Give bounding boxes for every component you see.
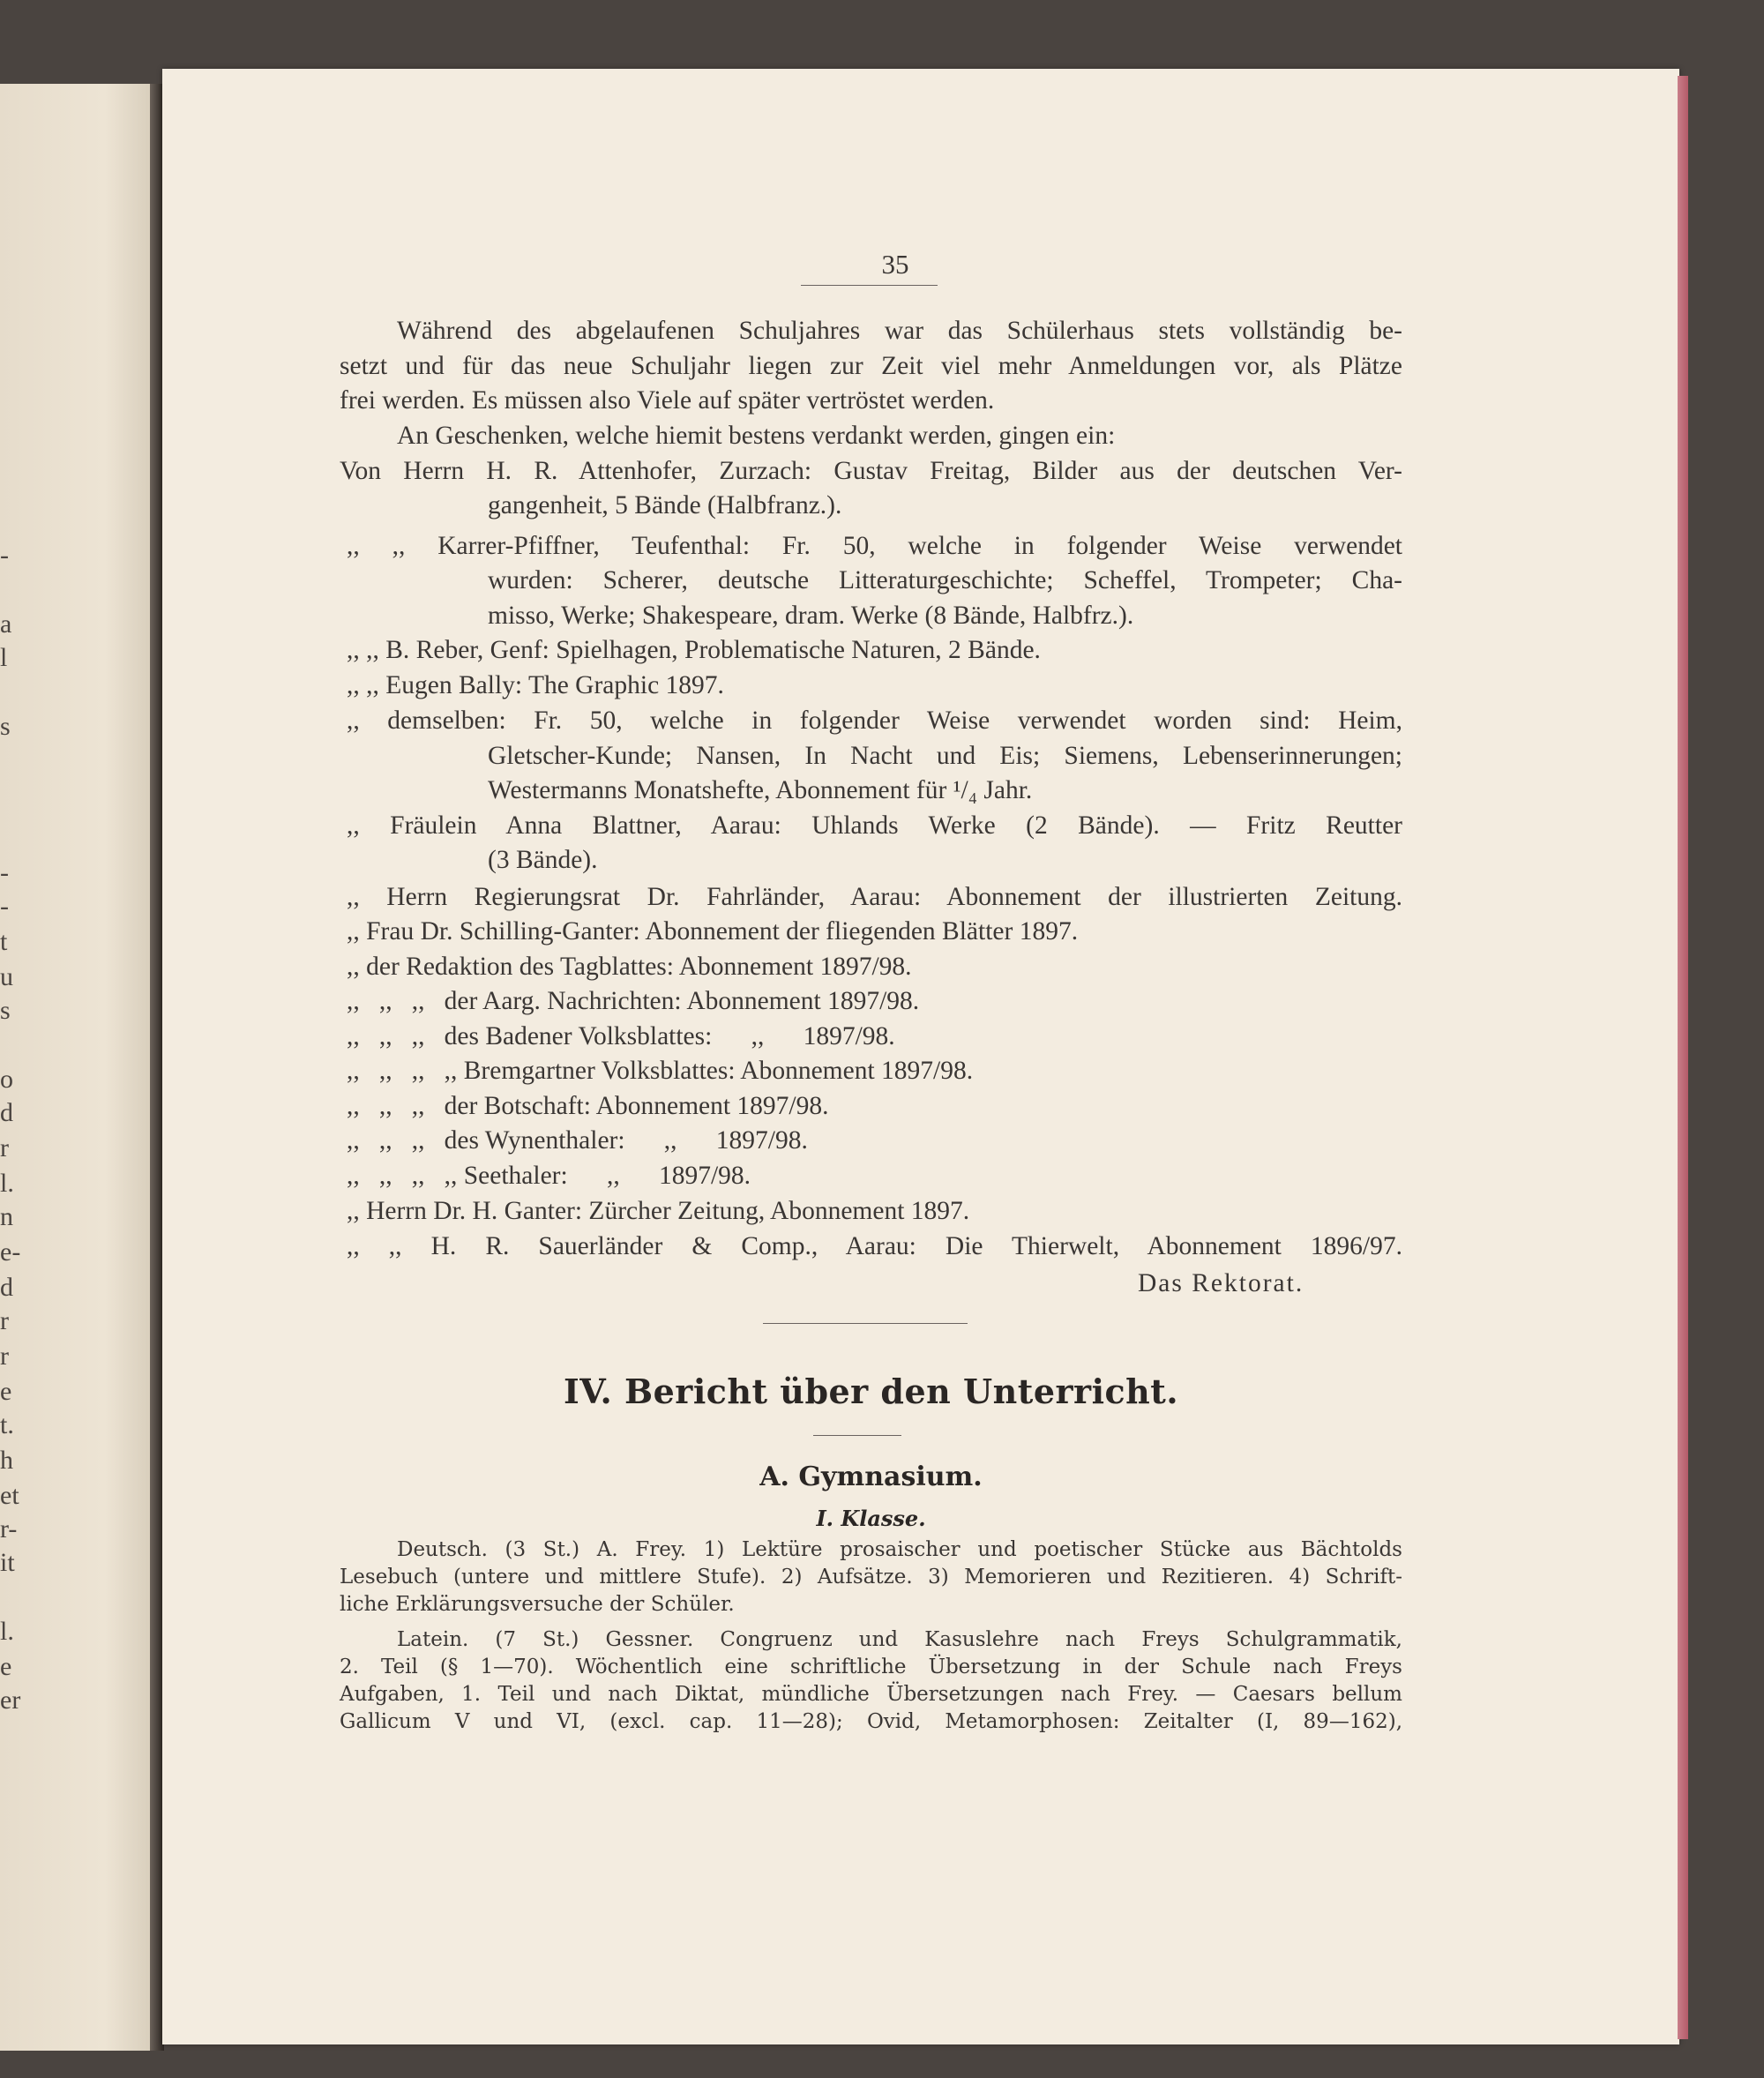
page-number: 35 xyxy=(881,249,909,280)
section-title: IV. Bericht über den Unterricht. xyxy=(563,1372,1179,1411)
margin-fragment: - xyxy=(0,858,9,887)
text-line: misso, Werke; Shakespeare, dram. Werke (8 Bände, Halbfrz.). xyxy=(488,602,1134,630)
text-line: ,, ,, ,, des Badener Volksblattes: ,, 1897/98. xyxy=(347,1022,895,1050)
deutsch-line: Deutsch. (3 St.) A. Frey. 1) Lektüre prosaischer und poetischer Stücke aus Bächtolds xyxy=(397,1538,1402,1561)
text-line: ,, Herrn Regierungsrat Dr. Fahrländer, Aarau: Abonnement der illustrierten Zeitung. xyxy=(347,883,1402,911)
margin-fragment: r- xyxy=(0,1514,18,1544)
text-line: setzt und für das neue Schuljahr liegen zur Zeit viel mehr Anmeldungen vor, als Plätze xyxy=(340,352,1402,380)
text-line: Während des abgelaufenen Schuljahres war das Schülerhaus stets vollständig be- xyxy=(397,317,1402,345)
margin-fragment: t xyxy=(0,927,8,956)
margin-fragment: l. xyxy=(0,1169,14,1198)
margin-fragment: r xyxy=(0,1306,9,1335)
margin-fragment: et xyxy=(0,1481,19,1510)
text-line: ,, ,, ,, ,, Bremgartner Volksblattes: Abonnement 1897/98. xyxy=(347,1057,974,1085)
deutsch-line: Lesebuch (untere und mittlere Stufe). 2) Aufsätze. 3) Memorieren und Rezitieren. 4) Schrift- xyxy=(340,1566,1402,1588)
margin-fragment: a xyxy=(0,609,12,639)
latein-line: Aufgaben, 1. Teil und nach Diktat, mündliche Übersetzungen nach Frey. — Caesars bellum xyxy=(340,1683,1402,1706)
text-line: ,, ,, ,, des Wynenthaler: ,, 1897/98. xyxy=(347,1126,808,1155)
text-line: Westermanns Monatshefte, Abonnement für ¹/₄ Jahr. xyxy=(488,776,1033,804)
text-line: ,, ,, B. Reber, Genf: Spielhagen, Problematische Naturen, 2 Bände. xyxy=(347,636,1041,664)
margin-fragment: s xyxy=(0,996,11,1025)
margin-fragment: d xyxy=(0,1098,13,1127)
margin-fragment: r xyxy=(0,1342,9,1371)
margin-fragment: d xyxy=(0,1273,13,1302)
margin-fragment: - xyxy=(0,892,9,921)
margin-fragment: u xyxy=(0,962,13,991)
margin-fragment: l xyxy=(0,643,8,672)
page-edge xyxy=(1678,76,1688,2039)
text-line: ,, ,, H. R. Sauerländer & Comp., Aarau: Die Thierwelt, Abonnement 1896/97. xyxy=(347,1232,1402,1260)
margin-fragment: n xyxy=(0,1202,13,1231)
section-title-rule xyxy=(813,1435,901,1436)
text-line: frei werden. Es müssen also Viele auf später vertröstet werden. xyxy=(340,386,995,415)
margin-fragment: er xyxy=(0,1686,21,1715)
text-line: ,, Herrn Dr. H. Ganter: Zürcher Zeitung, Abonnement 1897. xyxy=(347,1197,970,1225)
margin-fragment: l. xyxy=(0,1617,14,1646)
margin-fragment: r xyxy=(0,1133,9,1162)
text-line: ,, ,, ,, der Botschaft: Abonnement 1897/98. xyxy=(347,1092,829,1120)
text-line: ,, ,, ,, der Aarg. Nachrichten: Abonnement 1897/98. xyxy=(347,987,920,1015)
margin-fragment: e- xyxy=(0,1237,21,1267)
latein-line: Gallicum V und VI, (excl. cap. 11—28); Ovid, Metamorphosen: Zeitalter (I, 89—162), xyxy=(340,1710,1402,1733)
text-line: ,, Fräulein Anna Blattner, Aarau: Uhlands Werke (2 Bände). — Fritz Reutter xyxy=(347,811,1402,840)
text-line: Von Herrn H. R. Attenhofer, Zurzach: Gustav Freitag, Bilder aus der deutschen Ver- xyxy=(340,457,1402,485)
klasse-title: I. Klasse. xyxy=(816,1506,926,1531)
text-line: ,, ,, Karrer-Pfiffner, Teufenthal: Fr. 50, welche in folgender Weise verwendet xyxy=(347,532,1402,560)
section-divider xyxy=(763,1323,968,1324)
margin-fragment: s xyxy=(0,712,11,741)
subsection-title: A. Gymnasium. xyxy=(759,1461,983,1492)
text-line: ,, Frau Dr. Schilling-Ganter: Abonnement der fliegenden Blätter 1897. xyxy=(347,917,1079,946)
page-number-rule xyxy=(801,285,938,286)
signature: Das Rektorat. xyxy=(1138,1269,1304,1297)
text-line: ,, ,, Eugen Bally: The Graphic 1897. xyxy=(347,671,724,699)
text-line: gangenheit, 5 Bände (Halbfranz.). xyxy=(488,491,842,520)
text-line: ,, der Redaktion des Tagblattes: Abonnement 1897/98. xyxy=(347,953,912,981)
text-line: Gletscher-Kunde; Nansen, In Nacht und Eis; Siemens, Lebenserinnerungen; xyxy=(488,742,1402,770)
page-content xyxy=(340,0,1402,2078)
latein-line: Latein. (7 St.) Gessner. Congruenz und Kasuslehre nach Freys Schulgrammatik, xyxy=(397,1628,1402,1651)
margin-fragment: o xyxy=(0,1065,13,1094)
text-line: wurden: Scherer, deutsche Litteraturgeschichte; Scheffel, Trompeter; Cha- xyxy=(488,566,1402,594)
margin-fragment: t. xyxy=(0,1410,14,1439)
text-line: ,, ,, ,, ,, Seethaler: ,, 1897/98. xyxy=(347,1162,751,1190)
margin-fragment: it xyxy=(0,1548,15,1577)
margin-fragment: e xyxy=(0,1377,12,1406)
latein-line: 2. Teil (§ 1—70). Wöchentlich eine schriftliche Übersetzung in der Schule nach Freys xyxy=(340,1656,1402,1678)
text-line: (3 Bände). xyxy=(488,846,598,874)
text-line: An Geschenken, welche hiemit bestens verdankt werden, gingen ein: xyxy=(397,422,1116,450)
margin-fragment: - xyxy=(0,541,9,570)
deutsch-line: liche Erklärungsversuche der Schüler. xyxy=(340,1593,735,1616)
margin-fragment: h xyxy=(0,1446,13,1475)
text-line: ,, demselben: Fr. 50, welche in folgender Weise verwendet worden sind: Heim, xyxy=(347,706,1402,735)
margin-fragment: e xyxy=(0,1652,12,1681)
left-page-edge xyxy=(0,84,152,2051)
